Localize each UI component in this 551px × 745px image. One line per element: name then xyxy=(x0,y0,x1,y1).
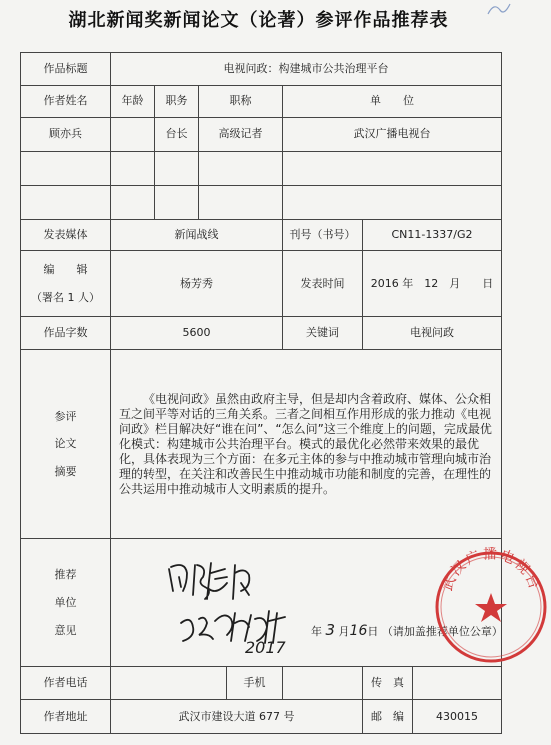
value-publish-time: 2016 年 12 月 日 xyxy=(363,251,502,317)
unit-seal xyxy=(431,547,551,667)
label-author-name: 作者姓名 xyxy=(21,85,111,117)
abstract-cell xyxy=(111,350,502,539)
label-keywords: 关键词 xyxy=(283,317,363,350)
value-fax xyxy=(413,667,502,700)
label-abstract-line3: 摘要 xyxy=(54,465,77,479)
label-abstract xyxy=(21,350,111,539)
empty-cell xyxy=(199,151,283,185)
label-abstract-line1: 参评 xyxy=(54,409,77,423)
label-editor xyxy=(21,251,111,317)
value-author: 顾亦兵 xyxy=(21,117,111,151)
month-suffix: 月 xyxy=(338,625,350,639)
empty-cell xyxy=(283,185,502,219)
label-issue-number: 刊号（书号） xyxy=(283,219,363,251)
label-fax: 传 真 xyxy=(363,667,413,700)
empty-cell xyxy=(21,151,111,185)
year-suffix: 年 xyxy=(311,625,322,639)
label-postcode: 邮 编 xyxy=(363,699,413,733)
recommendation-form xyxy=(20,52,543,734)
label-position: 职务 xyxy=(155,85,199,117)
empty-cell xyxy=(111,151,155,185)
handwritten-year: 2017 xyxy=(245,638,286,658)
empty-cell xyxy=(283,151,502,185)
recommendation-cell xyxy=(111,539,543,667)
page-title: 湖北新闻奖新闻论文（论著）参评作品推荐表 xyxy=(68,10,449,31)
label-age: 年龄 xyxy=(111,85,155,117)
abstract-text: 《电视问政》虽然由政府主导，但是却内含着政府、媒体、公众相互之间平等对话的三角关系。三者之间相互作用形成的张力推动《电视问政》栏目解决好“谁在问”、“怎么问”这三个维度上的问题，完成最优化模式：构建城市公共治理平台。模式的最优化必然带来效果的最优化，具体表现为三个方面：在多元主体的参与中推动城市管理向城市治理的转型，在关注和改善民生中推动城市功能和制度的完善，在理性的公共运用中推动城市人文明素质的提升。 xyxy=(119,391,492,496)
label-unit: 单 位 xyxy=(283,85,502,117)
value-keywords: 电视问政 xyxy=(363,317,502,350)
value-author-position: 台长 xyxy=(155,117,199,151)
value-age xyxy=(111,117,155,151)
seal-note: （请加盖推荐单位公章） xyxy=(381,625,503,639)
empty-cell xyxy=(155,185,199,219)
value-author-unit: 武汉广播电视台 xyxy=(283,117,502,151)
seal-text: 武汉广播电视台 xyxy=(439,547,543,594)
handwritten-day: 16 xyxy=(349,623,368,640)
label-recommend-line3: 意见 xyxy=(54,623,77,637)
corner-pen-mark xyxy=(486,0,512,20)
label-rank: 职称 xyxy=(199,85,283,117)
label-publish-time: 发表时间 xyxy=(283,251,363,317)
empty-cell xyxy=(21,185,111,219)
value-author-phone xyxy=(111,667,227,700)
value-word-count: 5600 xyxy=(111,317,283,350)
label-author-phone: 作者电话 xyxy=(21,667,111,700)
svg-text:武汉广播电视台 xyxy=(440,547,543,593)
value-work-title: 电视问政：构建城市公共治理平台 xyxy=(111,53,502,86)
label-author-address: 作者地址 xyxy=(21,699,111,733)
value-author-address: 武汉市建设大道 677 号 xyxy=(111,699,363,733)
label-recommend-line1: 推荐 xyxy=(54,568,77,582)
label-abstract-line2: 论文 xyxy=(54,437,77,451)
value-editor: 杨芳秀 xyxy=(111,251,283,317)
label-publish-media: 发表媒体 xyxy=(21,219,111,251)
empty-cell xyxy=(199,185,283,219)
label-mobile: 手机 xyxy=(227,667,283,700)
label-recommend-line2: 单位 xyxy=(54,595,77,609)
value-mobile xyxy=(283,667,363,700)
value-publish-media: 新闻战线 xyxy=(111,219,283,251)
label-work-title: 作品标题 xyxy=(21,53,111,86)
value-author-rank: 高级记者 xyxy=(199,117,283,151)
day-suffix: 日 xyxy=(367,625,379,639)
label-editor-line2: （署名 1 人） xyxy=(31,290,100,304)
label-word-count: 作品字数 xyxy=(21,317,111,350)
label-editor-line1: 编 辑 xyxy=(43,263,88,277)
empty-cell xyxy=(111,185,155,219)
label-recommend xyxy=(21,539,111,667)
value-issue-number: CN11-1337/G2 xyxy=(363,219,502,251)
empty-cell xyxy=(155,151,199,185)
handwritten-month: 3 xyxy=(325,621,336,640)
value-postcode: 430015 xyxy=(413,699,502,733)
